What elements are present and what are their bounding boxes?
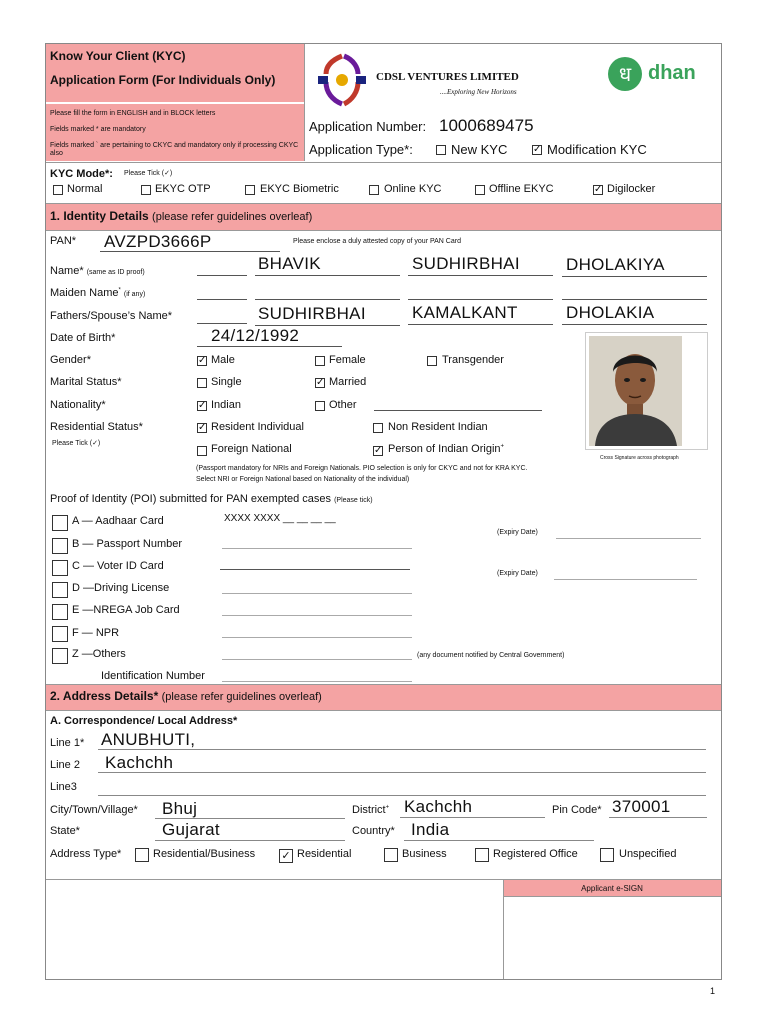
poi-title: Proof of Identity (POI) submitted for PAN exempted cases (Please tick)	[50, 493, 373, 505]
poi-driving-checkbox[interactable]	[52, 582, 68, 598]
poi-npr-checkbox[interactable]	[52, 626, 68, 642]
pio-checkbox[interactable]: ✓	[374, 445, 383, 456]
other-nationality-label: Other	[329, 399, 357, 411]
app-number: 1000689475	[439, 116, 534, 135]
type-business-checkbox[interactable]	[384, 848, 398, 862]
note-mandatory: Fields marked * are mandatory	[50, 126, 146, 133]
dob-value[interactable]: 24/12/1992	[211, 326, 300, 345]
female-label: Female	[329, 354, 366, 366]
aadhaar-mask: XXXX XXXX __ __ __ __	[224, 513, 336, 524]
page-number: 1	[710, 986, 716, 996]
married-label: Married	[329, 376, 367, 388]
new-kyc-label: New KYC	[451, 142, 508, 157]
identification-number-label: Identification Number	[101, 670, 205, 682]
poi-aadhaar-checkbox[interactable]	[52, 515, 68, 531]
kyc-biometric-checkbox[interactable]	[245, 185, 255, 195]
country-label: Country*	[352, 825, 395, 837]
gender-label: Gender*	[50, 354, 91, 366]
state-value[interactable]: Gujarat	[162, 820, 220, 839]
kyc-normal-checkbox[interactable]	[53, 185, 63, 195]
country-value[interactable]: India	[411, 820, 450, 839]
married-checkbox[interactable]: ✓	[316, 377, 325, 388]
residential-label: Residential Status*	[50, 421, 143, 433]
kyc-offline-checkbox[interactable]	[475, 185, 485, 195]
city-value[interactable]: Bhuj	[162, 799, 198, 818]
poi-npr-label: F — NPR	[72, 627, 120, 639]
nationality-label: Nationality*	[50, 399, 106, 411]
resident-label: Resident Individual	[211, 421, 304, 433]
mod-kyc-checkbox[interactable]: ✓	[533, 144, 542, 155]
last-name[interactable]: DHOLAKIYA	[566, 255, 665, 274]
single-checkbox[interactable]	[197, 378, 207, 388]
indian-checkbox[interactable]: ✓	[198, 400, 207, 411]
poi-voter-checkbox[interactable]	[52, 560, 68, 576]
line1-value[interactable]: ANUBHUTI,	[101, 730, 196, 749]
kyc-ekyc-otp-label: EKYC OTP	[155, 183, 211, 195]
poi-nrega-label: E —NREGA Job Card	[72, 604, 180, 616]
company-name: CDSL VENTURES LIMITED	[376, 71, 519, 83]
photo-caption: Cross Signature across photograph	[600, 455, 679, 461]
nri-label: Non Resident Indian	[388, 421, 488, 433]
type-unspecified-checkbox[interactable]	[600, 848, 614, 862]
type-residential-checkbox[interactable]: ✓	[279, 849, 293, 863]
maiden-label: Maiden Name* (if any)	[50, 287, 146, 299]
city-label: City/Town/Village*	[50, 804, 138, 816]
esign-label: Applicant e-SIGN	[581, 884, 643, 893]
esign-area[interactable]	[503, 897, 721, 979]
father-first[interactable]: SUDHIRBHAI	[258, 304, 366, 323]
others-note: (any document notified by Central Government)	[417, 652, 565, 659]
resident-checkbox[interactable]: ✓	[198, 422, 207, 433]
kyc-digilocker-checkbox[interactable]: ✓	[594, 184, 603, 195]
first-name[interactable]: BHAVIK	[258, 254, 321, 273]
poi-nrega-checkbox[interactable]	[52, 604, 68, 620]
type-residential-business-label: Residential/Business	[153, 848, 256, 860]
line3-label: Line3	[50, 781, 77, 793]
passport-expiry-label: (Expiry Date)	[497, 529, 538, 536]
type-registered-office-label: Registered Office	[493, 848, 578, 860]
male-checkbox[interactable]: ✓	[198, 355, 207, 366]
poi-aadhaar-label: A — Aadhaar Card	[72, 515, 164, 527]
type-business-label: Business	[402, 848, 447, 860]
new-kyc-checkbox[interactable]	[436, 145, 446, 155]
line1-label: Line 1*	[50, 737, 85, 749]
pan-value[interactable]: AVZPD3666P	[104, 232, 212, 251]
kyc-ekyc-otp-checkbox[interactable]	[141, 185, 151, 195]
note-english: Please fill the form in ENGLISH and in BLOCK letters	[50, 110, 216, 117]
residential-tick-note: Please Tick (✓)	[52, 440, 101, 447]
state-label: State*	[50, 825, 80, 837]
passport-note-2: Select NRI or Foreign National based on Nationality of the individual)	[196, 476, 410, 483]
name-label: Name* (same as ID proof)	[50, 265, 145, 277]
note-ckyc: Fields marked ` are pertaining to CKYC and mandatory only if processing CKYC also	[50, 142, 299, 157]
kyc-offline-label: Offline EKYC	[489, 183, 554, 195]
poi-others-checkbox[interactable]	[52, 648, 68, 664]
app-number-label: Application Number:	[309, 119, 427, 134]
line2-value[interactable]: Kachchh	[105, 753, 174, 772]
applicant-photo	[589, 336, 682, 446]
father-last[interactable]: DHOLAKIA	[566, 303, 655, 322]
cdsl-logo-icon	[314, 52, 370, 108]
address-section-title: 2. Address Details* (please refer guidelines overleaf)	[50, 689, 322, 703]
kyc-mode-label: KYC Mode*:	[50, 168, 113, 180]
father-middle[interactable]: KAMALKANT	[412, 303, 518, 322]
kyc-online-label: Online KYC	[384, 183, 442, 195]
dob-label: Date of Birth*	[50, 332, 116, 344]
district-value[interactable]: Kachchh	[404, 797, 473, 816]
male-label: Male	[211, 354, 235, 366]
kyc-biometric-label: EKYC Biometric	[260, 183, 339, 195]
pan-label: PAN*	[50, 235, 77, 247]
company-tagline: ....Exploring New Horizons	[440, 88, 517, 96]
father-label: Fathers/Spouse’s Name*	[50, 310, 173, 322]
app-type-label: Application Type*:	[309, 142, 413, 157]
nri-checkbox[interactable]	[373, 423, 383, 433]
address-type-label: Address Type*	[50, 848, 122, 860]
marital-label: Marital Status*	[50, 376, 122, 388]
pin-value[interactable]: 370001	[612, 797, 671, 816]
identity-section-title: 1. Identity Details (please refer guidelines overleaf)	[50, 209, 313, 223]
female-checkbox[interactable]	[315, 356, 325, 366]
passport-note-1: (Passport mandatory for NRIs and Foreign Nationals. PIO selection is only for CKYC and not for KRA KYC.	[196, 465, 528, 472]
mod-kyc-label: Modification KYC	[547, 142, 647, 157]
kyc-digilocker-label: Digilocker	[607, 183, 656, 195]
pan-note: Please enclose a duly attested copy of your PAN Card	[293, 238, 461, 245]
kyc-tick-note: Please Tick (✓)	[124, 170, 173, 177]
pin-label: Pin Code*	[552, 804, 602, 816]
poi-others-label: Z —Others	[72, 648, 126, 660]
transgender-checkbox[interactable]	[427, 356, 437, 366]
district-label: District+	[352, 804, 390, 816]
kyc-online-checkbox[interactable]	[369, 185, 379, 195]
dhan-logo-icon: ध	[608, 57, 642, 91]
indian-label: Indian	[211, 399, 241, 411]
type-unspecified-label: Unspecified	[619, 848, 677, 860]
form-title: Know Your Client (KYC)	[50, 49, 186, 63]
type-residential-label: Residential	[297, 848, 352, 860]
pio-label: Person of Indian Origin+	[388, 443, 505, 455]
middle-name[interactable]: SUDHIRBHAI	[412, 254, 520, 273]
form-subtitle: Application Form (For Individuals Only)	[50, 73, 276, 87]
single-label: Single	[211, 376, 242, 388]
poi-driving-label: D —Driving License	[72, 582, 170, 594]
correspondence-title: A. Correspondence/ Local Address*	[50, 715, 238, 727]
poi-passport-checkbox[interactable]	[52, 538, 68, 554]
other-nationality-checkbox[interactable]	[315, 401, 325, 411]
dhan-brand: dhan	[648, 62, 696, 84]
type-registered-office-checkbox[interactable]	[475, 848, 489, 862]
poi-passport-label: B — Passport Number	[72, 538, 183, 550]
driving-expiry-label: (Expiry Date)	[497, 570, 538, 577]
kyc-normal-label: Normal	[67, 183, 103, 195]
transgender-label: Transgender	[442, 354, 504, 366]
foreign-label: Foreign National	[211, 443, 292, 455]
line2-label: Line 2	[50, 759, 80, 771]
type-residential-business-checkbox[interactable]	[135, 848, 149, 862]
foreign-checkbox[interactable]	[197, 446, 207, 456]
poi-voter-label: C — Voter ID Card	[72, 560, 164, 572]
